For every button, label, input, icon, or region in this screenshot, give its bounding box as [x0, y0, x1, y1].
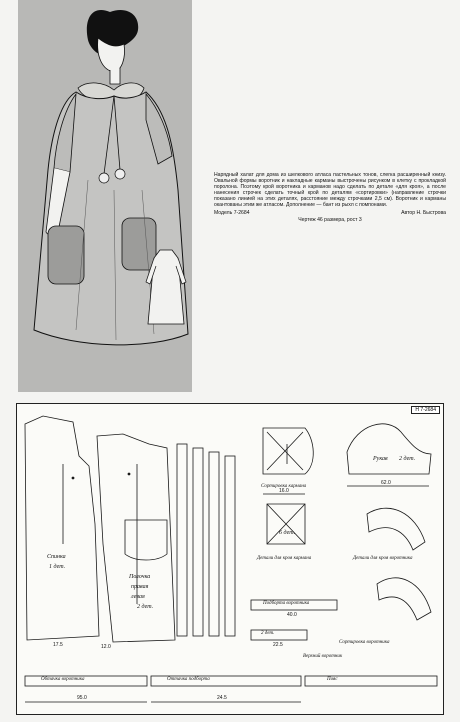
dim-strip-2: 24.5 — [217, 695, 227, 701]
label-front-right: правая — [131, 584, 149, 590]
dim-pocket: 16.0 — [279, 488, 289, 494]
label-pocket-count: 6 дет. — [279, 530, 296, 536]
label-collar-top: 2 дет. — [261, 631, 275, 636]
caption-author: Автор Н. Быстрова — [401, 209, 446, 216]
label-tie3: Пояс — [327, 677, 338, 682]
label-front-count: 2 дет. — [137, 604, 154, 610]
fashion-illustration — [18, 0, 192, 392]
caption-pattern-size: Чертеж 46 размера, рост 3 — [298, 216, 362, 223]
label-sleeve: Рукав — [373, 456, 388, 462]
label-collar-rights: Подборта воротника — [263, 601, 310, 606]
caption-model: Модель 7-2684 — [214, 209, 250, 216]
dim-collar-rights: 40.0 — [287, 612, 297, 618]
woman-in-robe-drawing — [18, 0, 192, 392]
label-collar-cut: Детали для кроя воротника — [353, 556, 413, 561]
label-back: Спинка — [47, 554, 66, 560]
model-number-tag: Н 7-2684 — [411, 406, 440, 414]
caption-meta — [214, 210, 446, 216]
label-tie1: Обтачка воротника — [41, 677, 85, 682]
pattern-draft — [16, 403, 444, 715]
label-sleeve-count: 2 дет. — [399, 456, 416, 462]
dim-sleeve: 62.0 — [381, 480, 391, 486]
label-collar-bottom: Верхний воротник — [303, 654, 343, 659]
article-caption — [214, 172, 446, 223]
dim-front-hem: 12.0 — [101, 644, 111, 650]
caption-text: Нарядный халат для дома из шелкового атласа пастельных тонов, слегка расширенный книзу. Овальной формы воротник и накладные карманы выстрочены рисунком в клетку с прокладкой поролона. Поэтому крой воротника и карманов надо сделать по детале «для кроя», а после нанесения строчек сделать точный крой по деталям «сортировки» (направление строчки показано линией на этих деталях, расстояние между строчками 2,5 см). Воротник и карманы окантованы этим же атласом. Дополнение — бант из рыхл с помпонами. — [214, 172, 446, 209]
label-tie2: Оттачка подборта — [167, 677, 210, 682]
dim-collar-top: 22.5 — [273, 642, 283, 648]
dim-strip-1: 95.0 — [77, 695, 87, 701]
label-collar-sort: Сортировка воротника — [339, 640, 390, 645]
label-front-left: левая — [131, 594, 145, 600]
label-back-count: 1 дет. — [49, 564, 66, 570]
label-sort-pocket: Сортировка кармана — [261, 484, 307, 489]
dim-back-hem: 17.5 — [53, 642, 63, 648]
label-pocket-cut: Детали для кроя кармана — [257, 556, 312, 561]
label-front: Полочка — [129, 574, 151, 580]
